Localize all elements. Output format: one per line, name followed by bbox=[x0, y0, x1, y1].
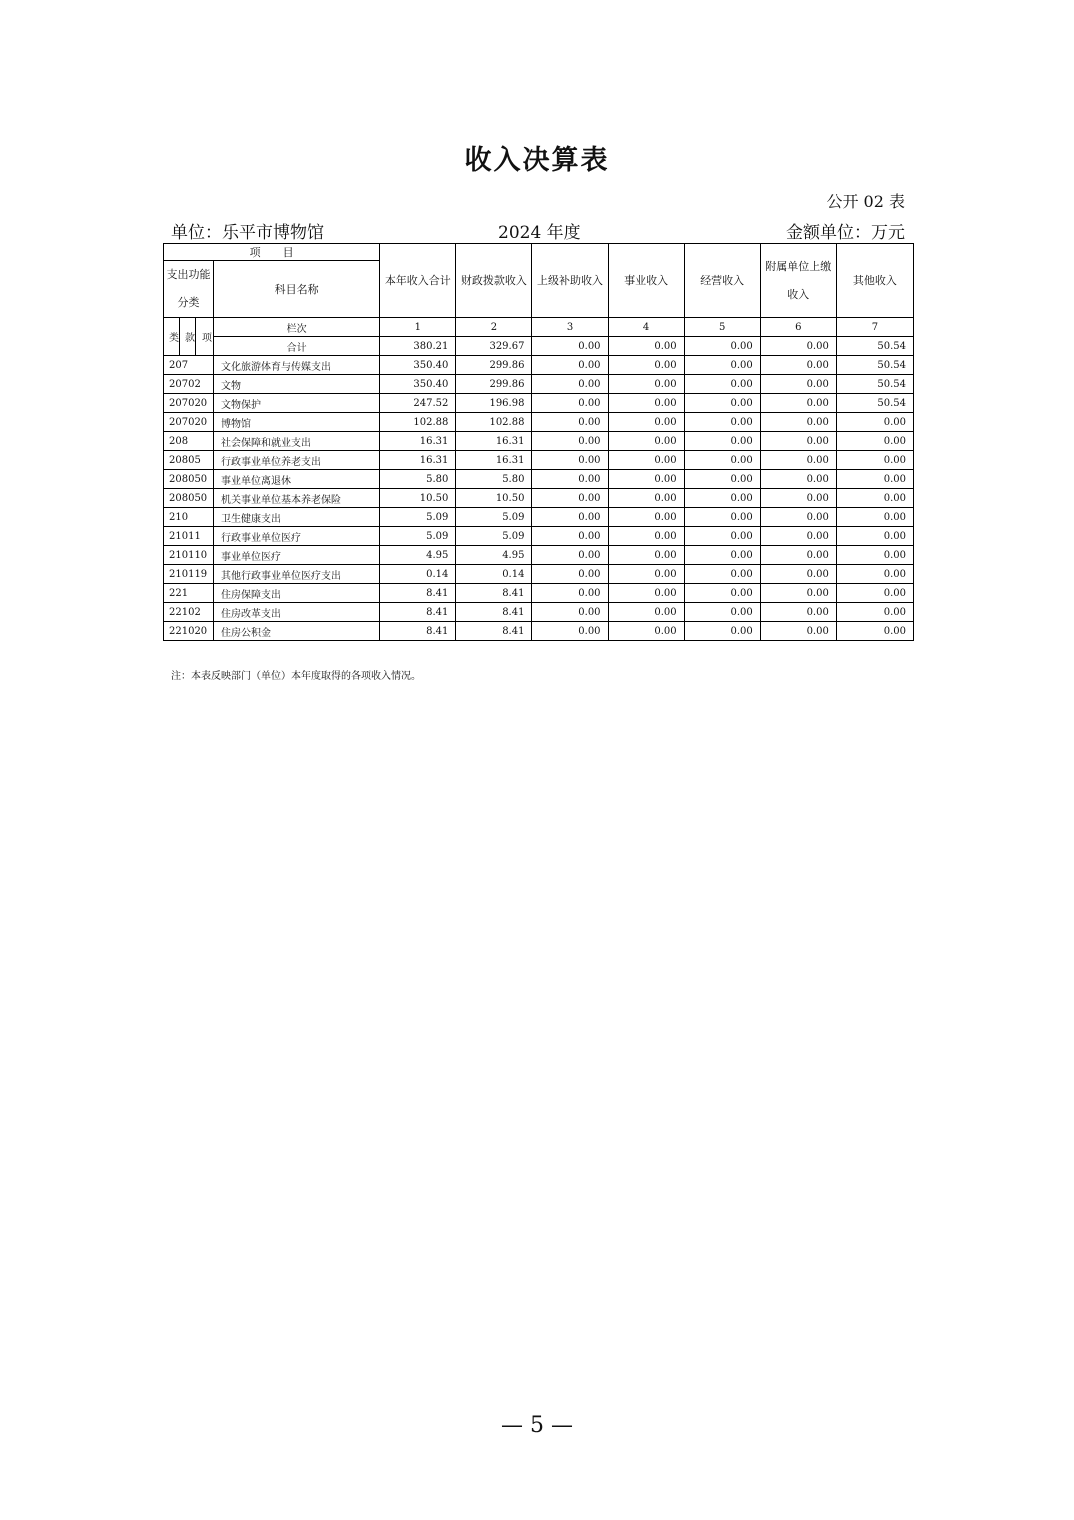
amount-cell: 102.88 bbox=[380, 413, 456, 432]
amount-cell: 0.00 bbox=[684, 413, 760, 432]
amount-cell: 0.00 bbox=[684, 432, 760, 451]
amount-cell: 0.00 bbox=[760, 413, 836, 432]
amount-cell: 5.09 bbox=[456, 508, 532, 527]
subject-code: 208050 bbox=[164, 489, 214, 508]
amount-cell: 0.00 bbox=[760, 546, 836, 565]
col-num: 4 bbox=[608, 318, 684, 337]
table-row bbox=[164, 603, 914, 622]
table-row bbox=[164, 508, 914, 527]
subject-code: 207 bbox=[164, 356, 214, 375]
amount-cell: 0.00 bbox=[532, 394, 608, 413]
amount-cell: 0.00 bbox=[684, 356, 760, 375]
amount-cell: 0.00 bbox=[760, 508, 836, 527]
amount-cell: 0.14 bbox=[380, 565, 456, 584]
table-row bbox=[164, 413, 914, 432]
amount-cell: 0.00 bbox=[684, 489, 760, 508]
subject-name: 博物馆 bbox=[214, 413, 380, 432]
amount-cell: 299.86 bbox=[456, 356, 532, 375]
subject-name-header: 科目名称 bbox=[214, 261, 380, 318]
col-header-business: 事业收入 bbox=[608, 244, 684, 318]
subject-code: 210110 bbox=[164, 546, 214, 565]
amount-cell: 0.00 bbox=[532, 451, 608, 470]
table-row bbox=[164, 622, 914, 641]
project-header: 项 目 bbox=[164, 244, 380, 261]
subject-name: 文物 bbox=[214, 375, 380, 394]
col-num: 1 bbox=[380, 318, 456, 337]
amount-cell: 0.00 bbox=[760, 432, 836, 451]
amount-cell: 16.31 bbox=[456, 432, 532, 451]
subject-code: 210119 bbox=[164, 565, 214, 584]
amount-cell: 0.00 bbox=[532, 413, 608, 432]
unit-label: 单位：乐平市博物馆 bbox=[171, 223, 324, 243]
subject-name: 文物保护 bbox=[214, 394, 380, 413]
amount-cell: 0.00 bbox=[608, 546, 684, 565]
amount-cell: 0.00 bbox=[836, 527, 913, 546]
subject-name: 住房改革支出 bbox=[214, 603, 380, 622]
amount-cell: 8.41 bbox=[456, 584, 532, 603]
amount-cell: 0.00 bbox=[836, 546, 913, 565]
amount-cell: 247.52 bbox=[380, 394, 456, 413]
subject-code: 22102 bbox=[164, 603, 214, 622]
subject-name: 社会保障和就业支出 bbox=[214, 432, 380, 451]
subject-code: 221 bbox=[164, 584, 214, 603]
amount-cell: 0.00 bbox=[608, 375, 684, 394]
amount-cell: 16.31 bbox=[456, 451, 532, 470]
col-num: 5 bbox=[684, 318, 760, 337]
amount-cell: 0.00 bbox=[760, 489, 836, 508]
amount-cell: 0.00 bbox=[760, 356, 836, 375]
subject-code: 20805 bbox=[164, 451, 214, 470]
amount-cell: 0.00 bbox=[608, 622, 684, 641]
col-header-total: 本年收入合计 bbox=[380, 244, 456, 318]
amount-cell: 0.00 bbox=[532, 432, 608, 451]
func-class-header: 支出功能分类 bbox=[164, 261, 214, 318]
xiang-header: 项 bbox=[196, 318, 214, 356]
subject-code: 208 bbox=[164, 432, 214, 451]
table-row bbox=[164, 394, 914, 413]
amount-cell: 0.00 bbox=[836, 432, 913, 451]
amount-cell: 0.00 bbox=[532, 375, 608, 394]
amount-cell: 0.00 bbox=[684, 622, 760, 641]
table-row bbox=[164, 356, 914, 375]
total-label: 合计 bbox=[214, 337, 380, 356]
amount-cell: 0.00 bbox=[836, 470, 913, 489]
amount-cell: 0.00 bbox=[608, 603, 684, 622]
income-table bbox=[163, 243, 914, 641]
amount-cell: 0.00 bbox=[608, 489, 684, 508]
subject-name: 其他行政事业单位医疗支出 bbox=[214, 565, 380, 584]
amount-unit-label: 金额单位：万元 bbox=[786, 223, 905, 243]
amount-cell: 0.00 bbox=[532, 356, 608, 375]
amount-cell: 0.00 bbox=[760, 622, 836, 641]
amount-cell: 0.00 bbox=[836, 413, 913, 432]
total-value: 380.21 bbox=[380, 337, 456, 356]
col-header-superior: 上级补助收入 bbox=[532, 244, 608, 318]
amount-cell: 0.00 bbox=[608, 470, 684, 489]
amount-cell: 0.00 bbox=[836, 451, 913, 470]
amount-cell: 8.41 bbox=[380, 584, 456, 603]
page-title: 收入决算表 bbox=[464, 145, 610, 176]
form-number: 公开 02 表 bbox=[826, 192, 905, 211]
amount-cell: 0.00 bbox=[532, 603, 608, 622]
amount-cell: 0.00 bbox=[760, 603, 836, 622]
amount-cell: 0.00 bbox=[684, 470, 760, 489]
total-value: 0.00 bbox=[608, 337, 684, 356]
amount-cell: 5.80 bbox=[456, 470, 532, 489]
total-value: 0.00 bbox=[760, 337, 836, 356]
amount-cell: 0.00 bbox=[684, 375, 760, 394]
subject-code: 221020 bbox=[164, 622, 214, 641]
subject-name: 住房保障支出 bbox=[214, 584, 380, 603]
amount-cell: 4.95 bbox=[380, 546, 456, 565]
subject-name: 行政事业单位养老支出 bbox=[214, 451, 380, 470]
subject-code: 21011 bbox=[164, 527, 214, 546]
amount-cell: 0.00 bbox=[760, 451, 836, 470]
fiscal-year: 2024 年度 bbox=[498, 223, 581, 243]
table-row bbox=[164, 489, 914, 508]
amount-cell: 0.14 bbox=[456, 565, 532, 584]
subject-code: 20702 bbox=[164, 375, 214, 394]
subject-name: 住房公积金 bbox=[214, 622, 380, 641]
subject-name: 事业单位医疗 bbox=[214, 546, 380, 565]
col-num: 6 bbox=[760, 318, 836, 337]
amount-cell: 0.00 bbox=[760, 565, 836, 584]
amount-cell: 50.54 bbox=[836, 356, 913, 375]
lei-header: 类 bbox=[164, 318, 180, 356]
amount-cell: 0.00 bbox=[608, 508, 684, 527]
amount-cell: 0.00 bbox=[836, 622, 913, 641]
amount-cell: 350.40 bbox=[380, 375, 456, 394]
total-value: 0.00 bbox=[532, 337, 608, 356]
col-num: 7 bbox=[836, 318, 913, 337]
amount-cell: 0.00 bbox=[608, 565, 684, 584]
amount-cell: 0.00 bbox=[684, 546, 760, 565]
amount-cell: 0.00 bbox=[760, 470, 836, 489]
col-header-fiscal: 财政拨款收入 bbox=[456, 244, 532, 318]
table-note: 注：本表反映部门（单位）本年度取得的各项收入情况。 bbox=[171, 671, 421, 682]
amount-cell: 0.00 bbox=[608, 432, 684, 451]
amount-cell: 0.00 bbox=[760, 527, 836, 546]
amount-cell: 16.31 bbox=[380, 451, 456, 470]
lanci-header: 栏次 bbox=[214, 318, 380, 337]
amount-cell: 0.00 bbox=[684, 394, 760, 413]
amount-cell: 350.40 bbox=[380, 356, 456, 375]
subject-code: 210 bbox=[164, 508, 214, 527]
kuan-header: 款 bbox=[180, 318, 196, 356]
subject-code: 208050 bbox=[164, 470, 214, 489]
page-number: — 5 — bbox=[501, 1413, 573, 1438]
amount-cell: 4.95 bbox=[456, 546, 532, 565]
col-header-operating: 经营收入 bbox=[684, 244, 760, 318]
amount-cell: 8.41 bbox=[456, 622, 532, 641]
amount-cell: 0.00 bbox=[684, 565, 760, 584]
table-row bbox=[164, 546, 914, 565]
amount-cell: 0.00 bbox=[608, 527, 684, 546]
amount-cell: 0.00 bbox=[532, 489, 608, 508]
amount-cell: 0.00 bbox=[684, 603, 760, 622]
amount-cell: 0.00 bbox=[684, 451, 760, 470]
table-row bbox=[164, 470, 914, 489]
subject-code: 207020 bbox=[164, 413, 214, 432]
amount-cell: 0.00 bbox=[532, 622, 608, 641]
amount-cell: 5.09 bbox=[380, 508, 456, 527]
total-value: 329.67 bbox=[456, 337, 532, 356]
amount-cell: 0.00 bbox=[608, 584, 684, 603]
amount-cell: 0.00 bbox=[532, 584, 608, 603]
amount-cell: 16.31 bbox=[380, 432, 456, 451]
subject-name: 行政事业单位医疗 bbox=[214, 527, 380, 546]
amount-cell: 0.00 bbox=[608, 413, 684, 432]
amount-cell: 0.00 bbox=[760, 584, 836, 603]
amount-cell: 8.41 bbox=[380, 603, 456, 622]
amount-cell: 0.00 bbox=[684, 527, 760, 546]
col-num: 2 bbox=[456, 318, 532, 337]
amount-cell: 0.00 bbox=[760, 394, 836, 413]
subject-name: 卫生健康支出 bbox=[214, 508, 380, 527]
amount-cell: 0.00 bbox=[684, 584, 760, 603]
amount-cell: 10.50 bbox=[380, 489, 456, 508]
col-header-other: 其他收入 bbox=[836, 244, 913, 318]
table-row bbox=[164, 432, 914, 451]
amount-cell: 0.00 bbox=[532, 565, 608, 584]
table-row bbox=[164, 565, 914, 584]
table-row bbox=[164, 451, 914, 470]
col-header-affiliated: 附属单位上缴收入 bbox=[760, 244, 836, 318]
amount-cell: 0.00 bbox=[608, 394, 684, 413]
col-num: 3 bbox=[532, 318, 608, 337]
amount-cell: 0.00 bbox=[836, 584, 913, 603]
amount-cell: 299.86 bbox=[456, 375, 532, 394]
amount-cell: 10.50 bbox=[456, 489, 532, 508]
subject-name: 文化旅游体育与传媒支出 bbox=[214, 356, 380, 375]
amount-cell: 102.88 bbox=[456, 413, 532, 432]
amount-cell: 50.54 bbox=[836, 394, 913, 413]
table-row bbox=[164, 584, 914, 603]
amount-cell: 5.09 bbox=[456, 527, 532, 546]
amount-cell: 0.00 bbox=[608, 451, 684, 470]
total-row bbox=[164, 337, 914, 356]
table-row bbox=[164, 527, 914, 546]
amount-cell: 196.98 bbox=[456, 394, 532, 413]
total-value: 0.00 bbox=[684, 337, 760, 356]
amount-cell: 0.00 bbox=[532, 527, 608, 546]
table-row bbox=[164, 375, 914, 394]
amount-cell: 0.00 bbox=[532, 508, 608, 527]
amount-cell: 5.09 bbox=[380, 527, 456, 546]
total-value: 50.54 bbox=[836, 337, 913, 356]
amount-cell: 0.00 bbox=[532, 546, 608, 565]
amount-cell: 0.00 bbox=[836, 603, 913, 622]
amount-cell: 5.80 bbox=[380, 470, 456, 489]
amount-cell: 8.41 bbox=[456, 603, 532, 622]
subject-code: 207020 bbox=[164, 394, 214, 413]
subject-name: 事业单位离退休 bbox=[214, 470, 380, 489]
amount-cell: 0.00 bbox=[760, 375, 836, 394]
amount-cell: 50.54 bbox=[836, 375, 913, 394]
amount-cell: 0.00 bbox=[684, 508, 760, 527]
amount-cell: 0.00 bbox=[836, 508, 913, 527]
amount-cell: 0.00 bbox=[836, 565, 913, 584]
subject-name: 机关事业单位基本养老保险 bbox=[214, 489, 380, 508]
amount-cell: 0.00 bbox=[532, 470, 608, 489]
amount-cell: 8.41 bbox=[380, 622, 456, 641]
amount-cell: 0.00 bbox=[836, 489, 913, 508]
amount-cell: 0.00 bbox=[608, 356, 684, 375]
